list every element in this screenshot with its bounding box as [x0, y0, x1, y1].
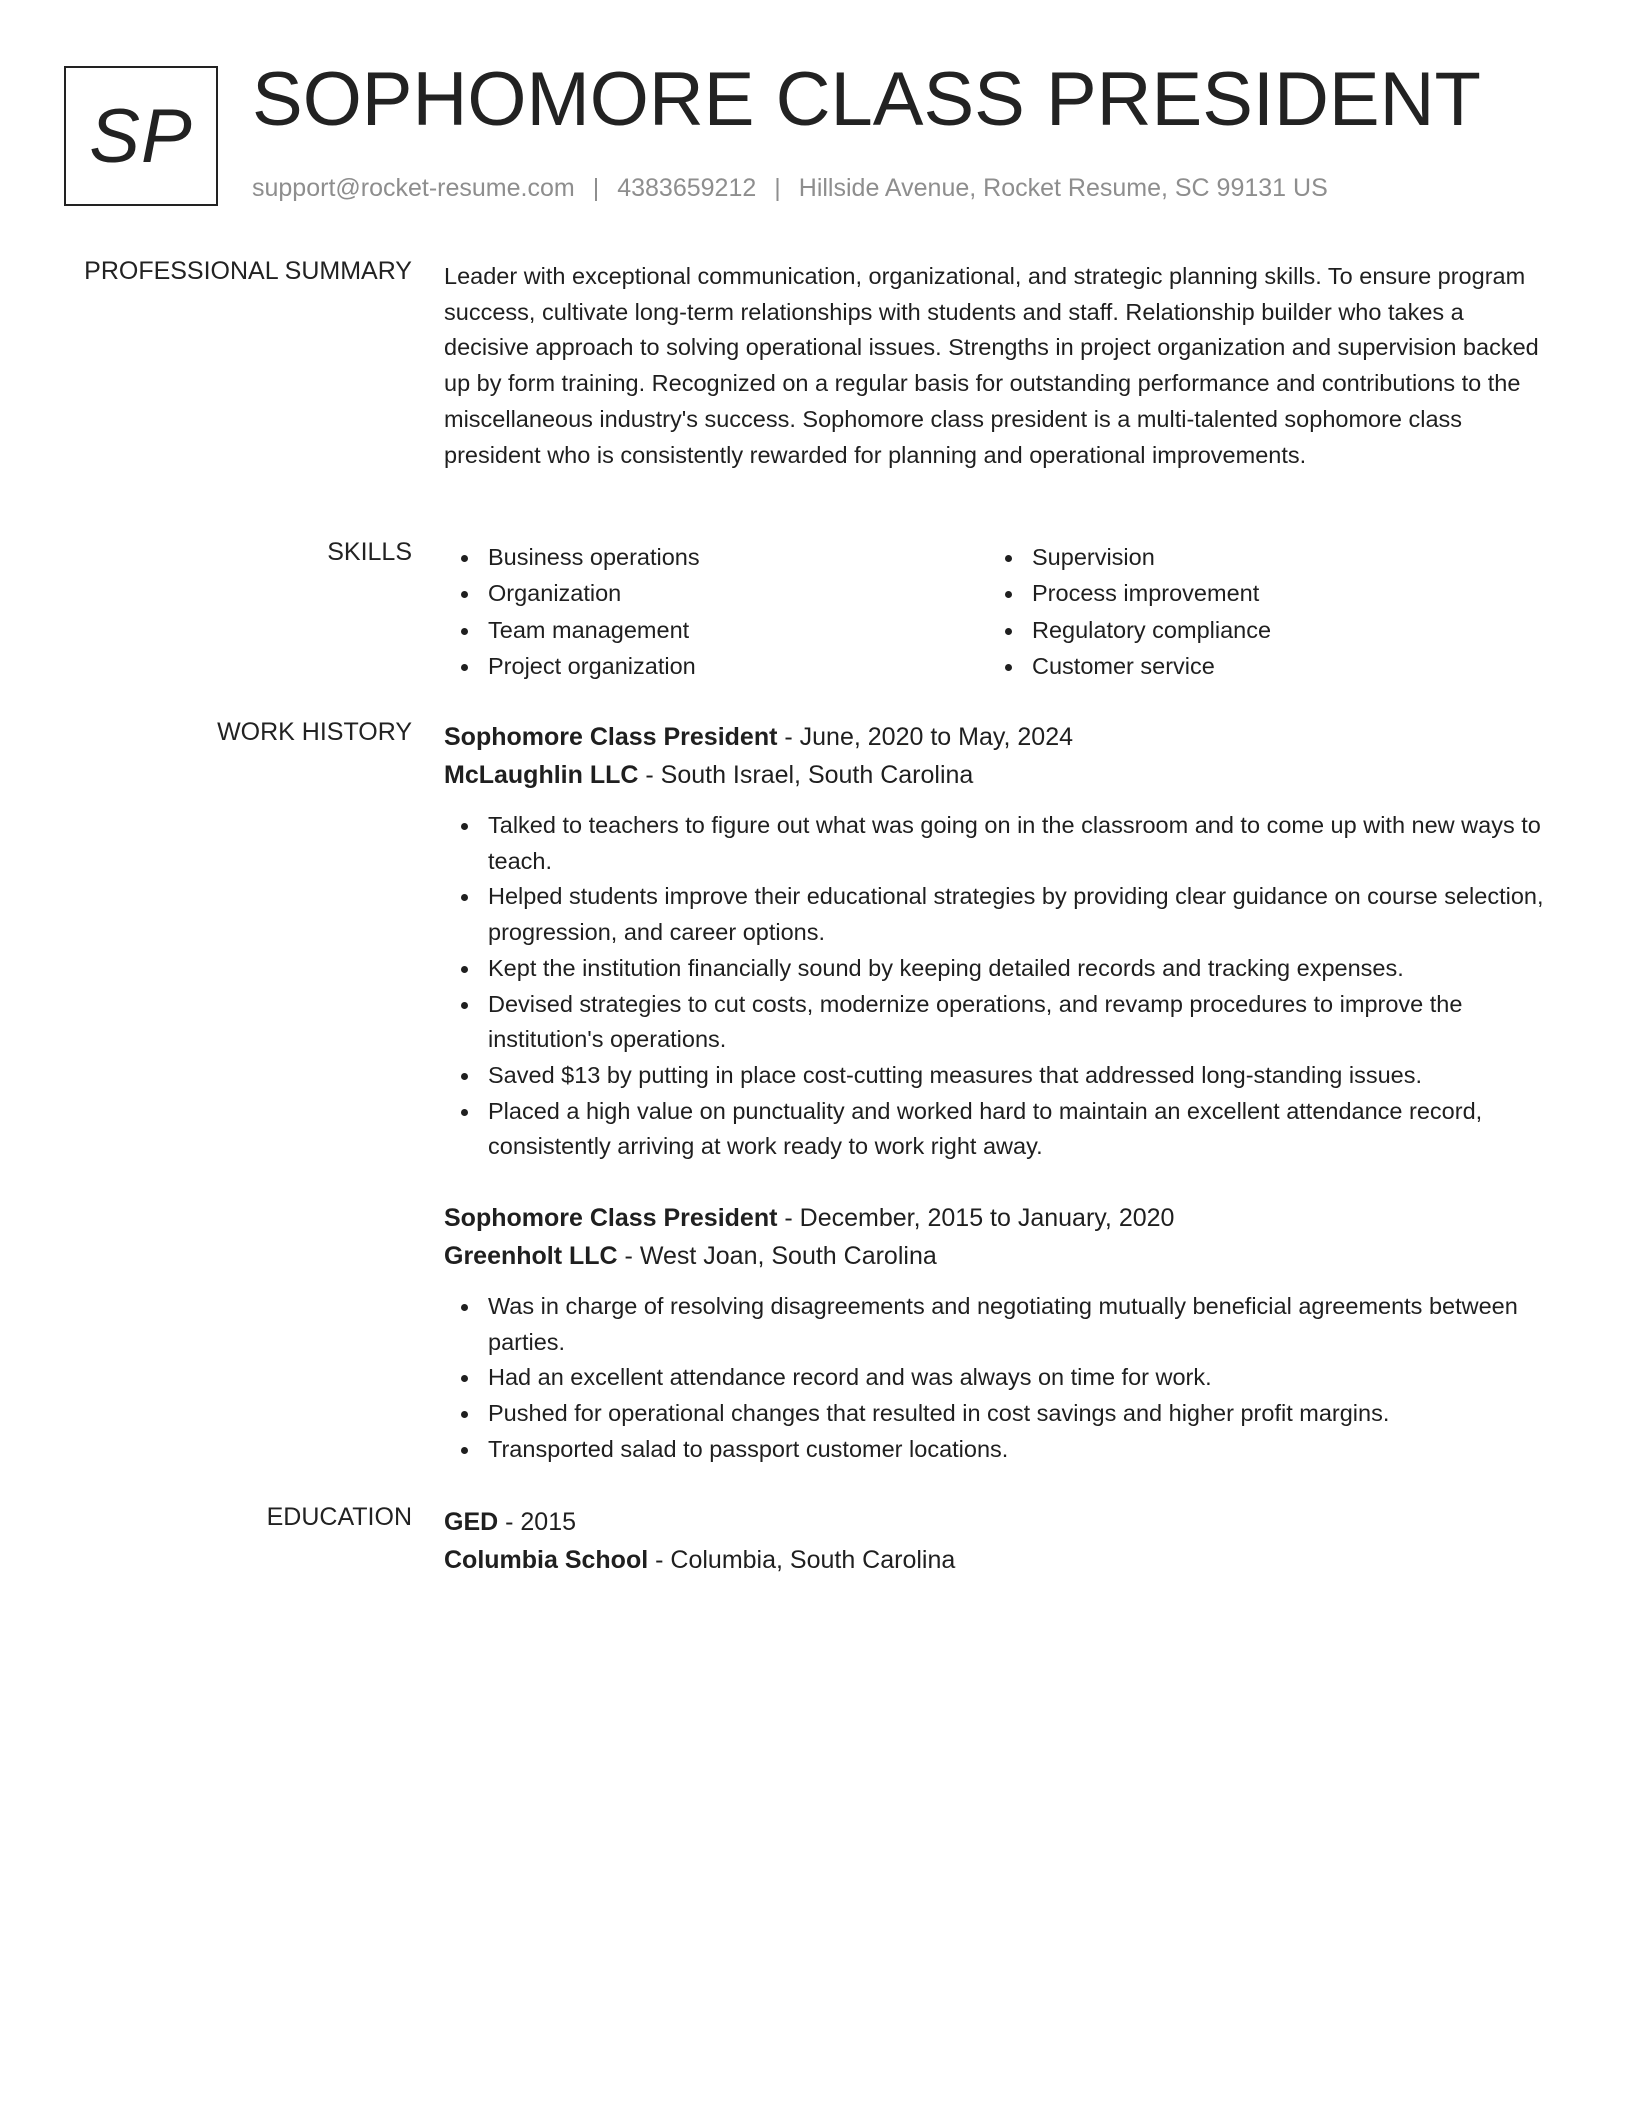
- job-title-line: [444, 718, 1544, 756]
- summary-body: [444, 259, 1544, 473]
- job-entry: [444, 718, 1544, 1165]
- education-school-line: [444, 1541, 1544, 1579]
- dash: -: [777, 1204, 800, 1233]
- job-bullet: Devised strategies to cut costs, modernize operations, and revamp procedures to improve the institution's operations.: [488, 987, 1544, 1058]
- skill-item: Supervision: [1032, 540, 1271, 576]
- skill-item: Regulatory compliance: [1032, 613, 1271, 649]
- job-bullet: Saved $13 by putting in place cost-cutting measures that addressed long-standing issues.: [488, 1058, 1544, 1094]
- job-company: Greenholt LLC: [444, 1242, 618, 1271]
- skill-item: Organization: [488, 576, 988, 612]
- job-bullet: Helped students improve their educational strategies by providing clear guidance on course selection, progression, and career options.: [488, 879, 1544, 950]
- job-bullet: Had an excellent attendance record and was always on time for work.: [488, 1360, 1544, 1396]
- job-bullet: Talked to teachers to figure out what was going on in the classroom and to come up with new ways to teach.: [488, 808, 1544, 879]
- work-body: [444, 718, 1544, 1468]
- summary-text: Leader with exceptional communication, organizational, and strategic planning skills. To ensure program success, cultivate long-term relationships with students and staff. Relationship builder who takes a decisive approach to solving operational issues. Strengths in project organization and supervision backed up by form training. Recognized on a regular basis for outstanding performance and contributions to the miscellaneous industry's success. Sophomore class president is a multi-talented sophomore class president who is consistently rewarded for planning and operational improvements.: [444, 263, 1539, 468]
- education-school: Columbia School: [444, 1546, 649, 1574]
- section-label-skills: SKILLS: [327, 538, 412, 566]
- education-year: 2015: [520, 1508, 577, 1536]
- monogram: SP: [64, 66, 218, 206]
- contact-email[interactable]: support@rocket-resume.com: [252, 174, 575, 202]
- job-bullet: Transported salad to passport customer locations.: [488, 1432, 1544, 1468]
- job-company-line: [444, 756, 1544, 794]
- job-bullet: Placed a high value on punctuality and worked hard to maintain an excellent attendance record, consistently arriving at work ready to work right away.: [488, 1094, 1544, 1165]
- contact-phone[interactable]: 4383659212: [617, 174, 757, 202]
- dash: -: [648, 1546, 671, 1574]
- contact-address: Hillside Avenue, Rocket Resume, SC 99131 US: [798, 174, 1328, 202]
- dash: -: [617, 1242, 640, 1271]
- job-title-line: [444, 1199, 1544, 1237]
- page-title: SOPHOMORE CLASS PRESIDENT: [252, 57, 1481, 142]
- job-company: McLaughlin LLC: [444, 761, 639, 789]
- job-dates: December, 2015 to January, 2020: [799, 1204, 1175, 1233]
- skill-item: Team management: [488, 613, 988, 649]
- skill-item: Customer service: [1032, 649, 1271, 685]
- job-dates: June, 2020 to May, 2024: [799, 723, 1073, 751]
- section-label-education: EDUCATION: [266, 1503, 412, 1531]
- job-entry: [444, 1199, 1544, 1468]
- job-title: Sophomore Class President: [444, 723, 778, 751]
- skills-list-left: [444, 540, 988, 685]
- job-bullets: [444, 808, 1544, 1165]
- skill-item: Project organization: [488, 649, 988, 685]
- education-degree: GED: [444, 1508, 499, 1536]
- dash: -: [638, 761, 661, 789]
- job-bullet: Kept the institution financially sound by keeping detailed records and tracking expenses.: [488, 951, 1544, 987]
- contact-line: [252, 174, 1328, 203]
- contact-separator: |: [592, 174, 600, 202]
- skill-item: Business operations: [488, 540, 988, 576]
- job-bullets: [444, 1289, 1544, 1468]
- contact-separator: |: [774, 174, 781, 202]
- job-bullet: Pushed for operational changes that resulted in cost savings and higher profit margins.: [488, 1396, 1544, 1432]
- dash: -: [498, 1508, 521, 1536]
- job-location: West Joan, South Carolina: [639, 1242, 937, 1271]
- job-title: Sophomore Class President: [444, 1204, 778, 1233]
- skills-body: [444, 540, 1544, 685]
- skills-list-right: [988, 540, 1271, 685]
- job-location: South Israel, South Carolina: [660, 761, 974, 789]
- education-degree-line: [444, 1503, 1544, 1541]
- dash: -: [777, 723, 800, 751]
- education-location: Columbia, South Carolina: [670, 1546, 956, 1574]
- section-label-summary: PROFESSIONAL SUMMARY: [84, 257, 412, 285]
- section-label-work: WORK HISTORY: [217, 718, 412, 746]
- skill-item: Process improvement: [1032, 576, 1271, 612]
- job-company-line: [444, 1237, 1544, 1275]
- education-body: [444, 1503, 1544, 1579]
- job-bullet: Was in charge of resolving disagreements and negotiating mutually beneficial agreements between parties.: [488, 1289, 1544, 1360]
